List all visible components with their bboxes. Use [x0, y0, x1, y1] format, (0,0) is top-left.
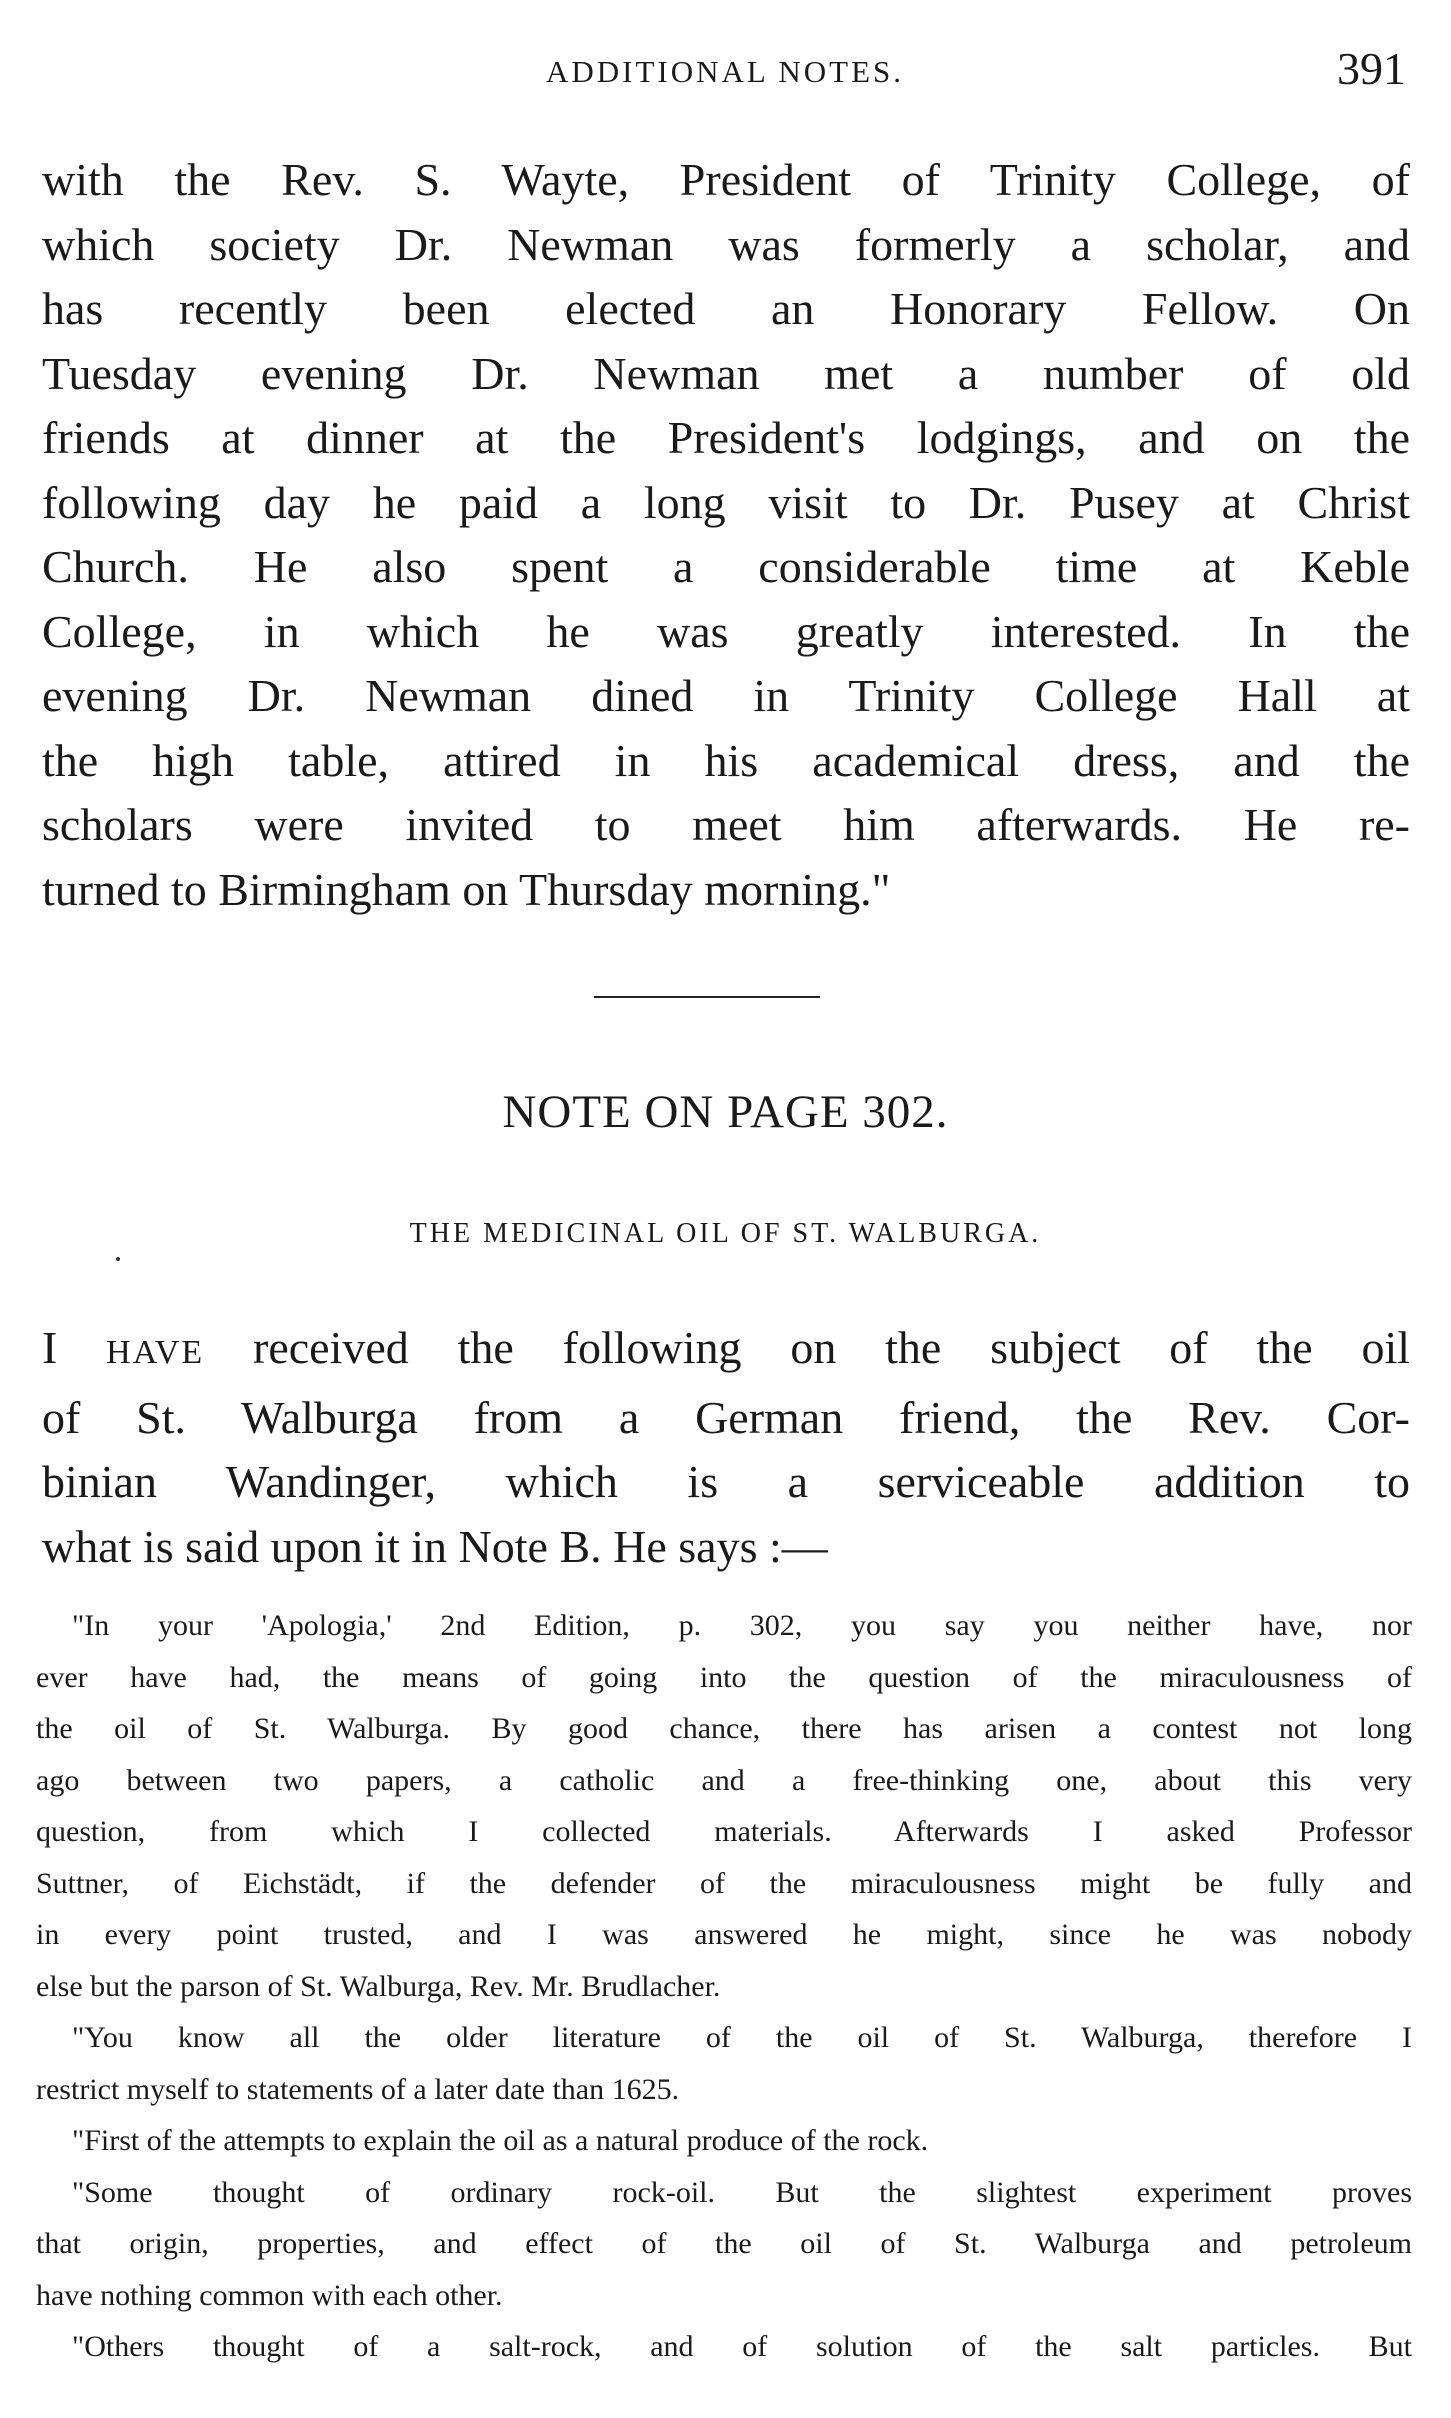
text-line: which society Dr. Newman was formerly a scholar, and [42, 218, 1410, 270]
text-line: "In your 'Apologia,' 2nd Edition, p. 302, you say you neither have, nor [72, 1609, 1412, 1642]
text-line: what is said upon it in Note B. He says :— [42, 1520, 828, 1572]
intro-paragraph [42, 1316, 1410, 1579]
text-line: the oil of St. Walburga. By good chance, there has arisen a contest not long [36, 1712, 1412, 1745]
text-line: ever have had, the means of going into the question of the miraculousness of [36, 1660, 1412, 1694]
section-divider [594, 996, 820, 998]
note-subheading: THE MEDICINAL OIL OF ST. WALBURGA. [409, 1218, 1042, 1249]
text-line: has recently been elected an Honorary Fellow. On [42, 283, 1410, 334]
text-line: in every point trusted, and I was answered he might, since he was nobody [36, 1918, 1412, 1951]
text-line: the high table, attired in his academical dress, and the [42, 734, 1410, 786]
text-line: that origin, properties, and effect of the oil of St. Walburga and petroleum [36, 2227, 1412, 2260]
text-line: Church. He also spent a considerable time at Keble [42, 541, 1410, 592]
text-line: following day he paid a long visit to Dr. Pusey at Christ [42, 476, 1410, 528]
text-line: evening Dr. Newman dined in Trinity College Hall at [42, 670, 1410, 721]
running-head [40, 40, 1410, 100]
text-line: Suttner, of Eichstädt, if the defender of the miraculousness might be fully and [36, 1866, 1412, 1900]
print-speck [116, 1257, 120, 1261]
running-title: ADDITIONAL NOTES. [545, 54, 905, 89]
small-caps-word: HAVE [106, 1334, 205, 1371]
text-line: with the Rev. S. Wayte, President of Trinity College, of [42, 154, 1410, 205]
text-line: "You know all the older literature of the oil of St. Walburga, therefore I [72, 2021, 1412, 2054]
drop-initial: I [42, 1322, 58, 1373]
intro-first-line [42, 1316, 1410, 1386]
text-line: have nothing common with each other. [36, 2278, 503, 2312]
text-line: College, in which he was greatly interested. In the [42, 605, 1410, 657]
text-line: question, from which I collected materials. Afterwards I asked Professor [36, 1815, 1412, 1848]
first-line-text: received the following on the subject of the oil [253, 1322, 1411, 1373]
letter-extract [36, 1600, 1412, 2373]
quoted-passage [42, 148, 1410, 922]
text-line: restrict myself to statements of a later date than 1625. [36, 2072, 680, 2106]
text-line: "Others thought of a salt-rock, and of solution of the salt particles. But [72, 2330, 1412, 2363]
text-line: Tuesday evening Dr. Newman met a number of old [42, 347, 1410, 399]
text-line: of St. Walburga from a German friend, the Rev. Cor- [42, 1391, 1410, 1443]
note-heading: NOTE ON PAGE 302. [502, 1086, 949, 1138]
text-line: "First of the attempts to explain the oil as a natural produce of the rock. [72, 2124, 929, 2157]
text-line: binian Wandinger, which is a serviceable addition to [42, 1456, 1410, 1507]
page-number: 391 [1337, 43, 1406, 94]
text-line: "Some thought of ordinary rock-oil. But the slightest experiment proves [72, 2175, 1412, 2209]
text-line: else but the parson of St. Walburga, Rev. Mr. Brudlacher. [36, 1969, 721, 2003]
text-line: friends at dinner at the President's lodgings, and on the [42, 412, 1410, 463]
text-line: scholars were invited to meet him afterwards. He re- [42, 799, 1410, 850]
text-line: turned to Birmingham on Thursday morning." [42, 863, 891, 915]
text-line: ago between two papers, a catholic and a free-thinking one, about this very [36, 1763, 1412, 1797]
